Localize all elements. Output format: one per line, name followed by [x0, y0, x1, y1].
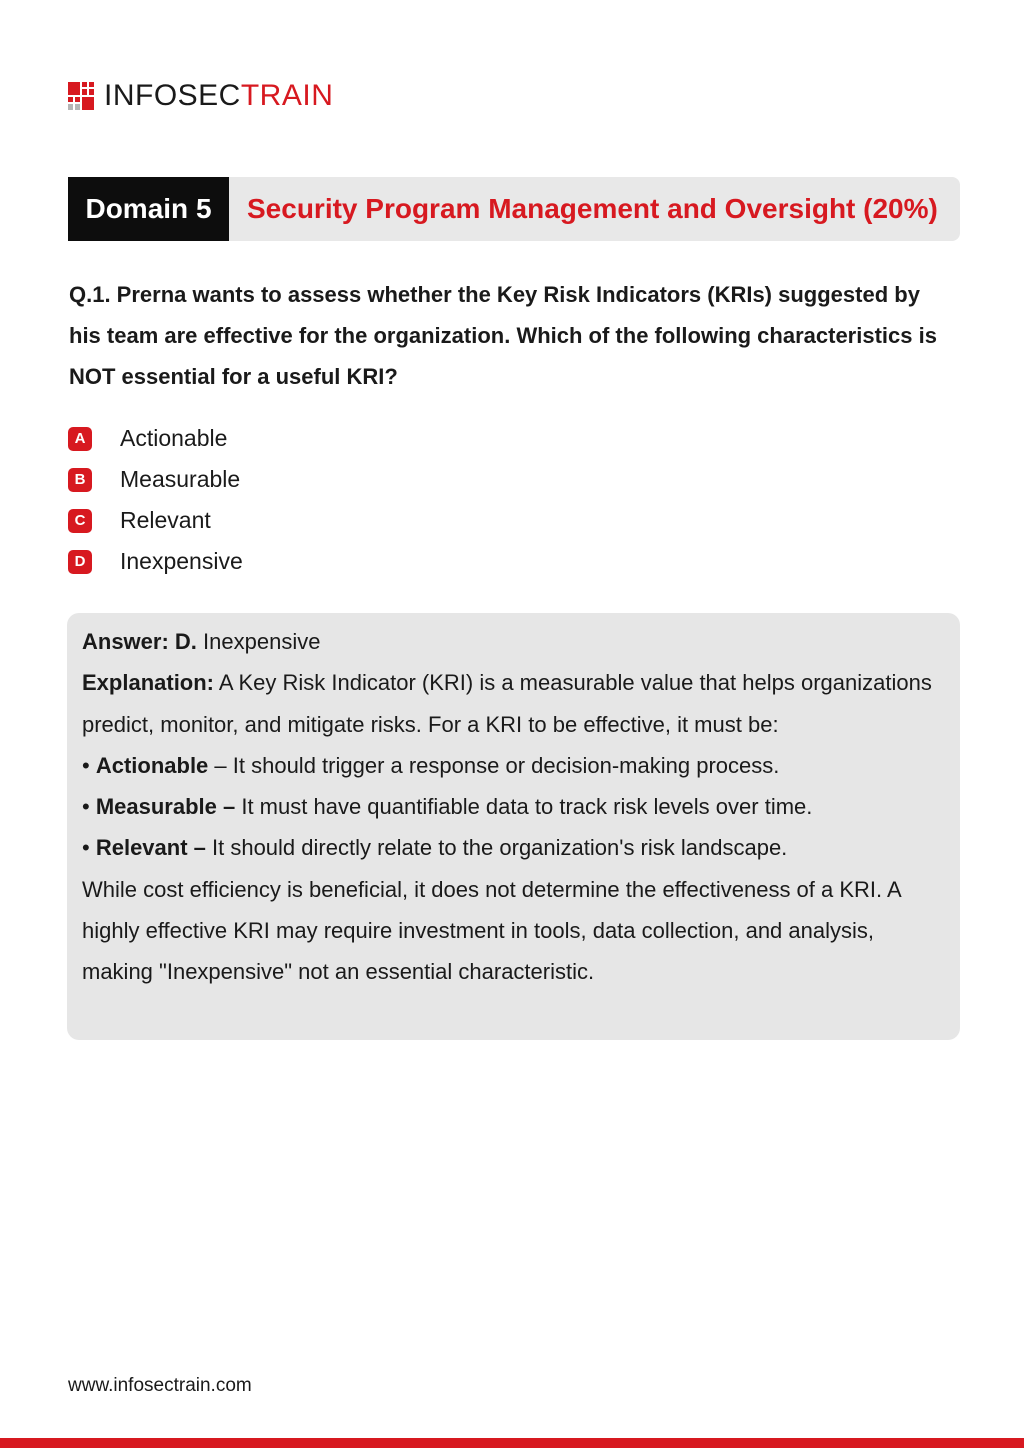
- domain-label: Domain 5: [68, 177, 229, 241]
- option-d: [68, 541, 243, 582]
- logo-text-train: TRAIN: [240, 79, 334, 112]
- options-list: [68, 418, 243, 582]
- option-b: [68, 459, 243, 500]
- footer-bar: [0, 1438, 1024, 1448]
- bullet-term: Actionable: [95, 752, 209, 778]
- option-a: [68, 418, 243, 459]
- option-a-text: Actionable: [120, 425, 228, 451]
- bullet-text: – It should trigger a response or decision-making process.: [208, 752, 780, 778]
- bullet-term: Measurable –: [95, 794, 236, 820]
- bullet-item: • Actionable – It should trigger a response or decision-making process.: [82, 752, 780, 778]
- option-d-text: Inexpensive: [120, 548, 243, 574]
- option-b-badge-icon: B: [68, 468, 92, 492]
- closing-paragraph: While cost efficiency is beneficial, it does not determine the effectiveness of a KRI. A highly effective KRI may require investment in tools, data collection, and analysis, making "Inexpensive" not an essential characteristic.: [82, 876, 901, 985]
- answer-box: [67, 613, 960, 1040]
- domain-title: Security Program Management and Oversight (20%): [247, 193, 938, 224]
- option-d-badge-icon: D: [68, 550, 92, 574]
- bullet-term: Relevant –: [95, 835, 206, 861]
- bullet-item: • Relevant – It should directly relate to the organization's risk landscape.: [82, 835, 788, 861]
- logo-grid-icon: [68, 82, 94, 110]
- option-c-badge-icon: C: [68, 509, 92, 533]
- answer-line: [82, 621, 945, 662]
- option-a-badge-icon: A: [68, 427, 92, 451]
- bullet-text: It must have quantifiable data to track risk levels over time.: [235, 794, 813, 820]
- explanation-paragraph: [82, 662, 945, 745]
- answer-value: Inexpensive: [196, 629, 321, 654]
- question-text: Q.1. Prerna wants to assess whether the Key Risk Indicators (KRIs) suggested by his team are effective for the organization. Which of the following characteristics is NOT essential for a useful KRI?: [69, 282, 937, 389]
- answer-label: Answer: D.: [82, 629, 197, 654]
- logo-text-infosec: INFOSEC: [104, 79, 241, 112]
- domain-banner: [68, 177, 960, 241]
- explanation-text: A Key Risk Indicator (KRI) is a measurable value that helps organizations predict, monitor, and mitigate risks. For a KRI to be effective, it must be:: [82, 670, 932, 737]
- option-c: [68, 500, 243, 541]
- brand-logo: [68, 80, 333, 112]
- explanation-label: Explanation:: [82, 670, 215, 696]
- bullet-text: It should directly relate to the organization's risk landscape.: [205, 835, 788, 861]
- option-c-text: Relevant: [120, 507, 211, 533]
- logo-wordmark: [104, 80, 333, 112]
- option-b-text: Measurable: [120, 466, 241, 492]
- bullet-item: • Measurable – It must have quantifiable data to track risk levels over time.: [82, 794, 813, 820]
- footer-url: www.infosectrain.com: [68, 1375, 252, 1396]
